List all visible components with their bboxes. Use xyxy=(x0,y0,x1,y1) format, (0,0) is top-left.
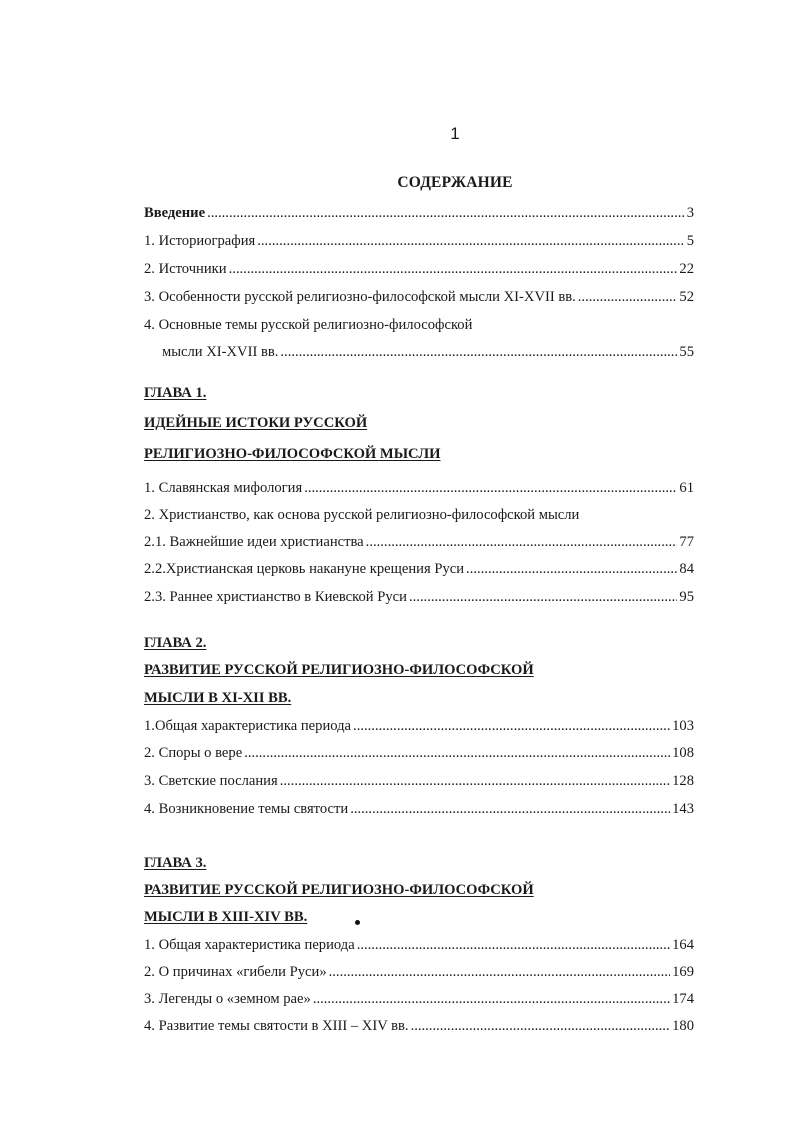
leader-dots xyxy=(207,203,685,223)
leader-dots xyxy=(329,962,670,982)
leader-dots xyxy=(411,1016,671,1036)
toc-entry-page: 128 xyxy=(672,773,694,789)
toc-entry-page: 164 xyxy=(672,937,694,953)
toc-entry-intro[interactable] xyxy=(144,203,694,223)
toc-entry-ch2-2[interactable] xyxy=(144,743,694,763)
toc-entry-page: 77 xyxy=(679,534,694,550)
toc-entry-ch3-3[interactable] xyxy=(144,989,694,1009)
toc-entry-ch2-4[interactable] xyxy=(144,799,694,819)
leader-dots xyxy=(353,716,670,736)
toc-entry-page: 61 xyxy=(679,480,694,496)
toc-entry-label: 4. Развитие темы святости в XIII – XIV вв. xyxy=(144,1018,409,1034)
chapter2-title-line2[interactable]: МЫСЛИ В XI-XII ВВ. xyxy=(144,690,292,706)
toc-entry-ch3-4[interactable] xyxy=(144,1016,694,1036)
toc-entry-page: 5 xyxy=(686,233,694,249)
toc-entry-label: 4. Возникновение темы святости xyxy=(144,801,349,817)
toc-entry-page: 22 xyxy=(679,261,694,277)
toc-entry-label: 3. Светские послания xyxy=(144,773,278,789)
chapter3-title-line1[interactable]: РАЗВИТИЕ РУССКОЙ РЕЛИГИОЗНО-ФИЛОСОФСКОЙ xyxy=(144,882,534,898)
toc-entry-main-themes-line1[interactable]: 4. Основные темы русской религиозно-философской xyxy=(144,317,473,333)
toc-entry-label: 3. Особенности русской религиозно-философской мысли XI-XVII вв. xyxy=(144,289,576,305)
leader-dots xyxy=(366,532,678,552)
toc-entry-label: мысли XI-XVII вв. xyxy=(162,344,279,360)
toc-entry-label: 1. Славянская мифология xyxy=(144,480,303,496)
toc-entry-label: 2.1. Важнейшие идеи христианства xyxy=(144,534,364,550)
toc-entry-page: 174 xyxy=(672,991,694,1007)
leader-dots xyxy=(244,743,670,763)
toc-entry-ch3-1[interactable] xyxy=(144,935,694,955)
chapter2-title-line1[interactable]: РАЗВИТИЕ РУССКОЙ РЕЛИГИОЗНО-ФИЛОСОФСКОЙ xyxy=(144,662,534,678)
leader-dots xyxy=(304,478,677,498)
leader-dots xyxy=(466,559,677,579)
toc-entry-label: 1.Общая характеристика периода xyxy=(144,718,352,734)
leader-dots xyxy=(578,287,678,307)
leader-dots xyxy=(313,989,670,1009)
toc-entry-ch1-2-1[interactable] xyxy=(144,532,694,552)
toc-entry-ch1-2-3[interactable] xyxy=(144,587,694,607)
leader-dots xyxy=(280,342,677,362)
toc-title: СОДЕРЖАНИЕ xyxy=(397,174,513,191)
toc-entry-ch2-1[interactable] xyxy=(144,716,694,736)
toc-entry-page: 52 xyxy=(679,289,694,305)
toc-entry-sources[interactable] xyxy=(144,259,694,279)
toc-entry-ch3-2[interactable] xyxy=(144,962,694,982)
toc-entry-label: 2. О причинах «гибели Руси» xyxy=(144,964,327,980)
toc-entry-ch1-2-2[interactable] xyxy=(144,559,694,579)
toc-entry-historiography[interactable] xyxy=(144,231,694,251)
chapter1-heading[interactable]: ГЛАВА 1. xyxy=(144,385,207,401)
leader-dots xyxy=(409,587,677,607)
toc-entry-label: Введение xyxy=(144,205,206,221)
leader-dots xyxy=(357,935,670,955)
leader-dots xyxy=(350,799,670,819)
toc-entry-page: 55 xyxy=(679,344,694,360)
ink-dot xyxy=(355,920,360,925)
toc-entry-label: 2.2.Христианская церковь накануне крещения Руси xyxy=(144,561,465,577)
toc-entry-page: 103 xyxy=(672,718,694,734)
toc-entry-ch2-3[interactable] xyxy=(144,771,694,791)
toc-entry-page: 3 xyxy=(686,205,694,221)
toc-entry-label: 1. Общая характеристика периода xyxy=(144,937,355,953)
toc-entry-label: 1. Историография xyxy=(144,233,256,249)
toc-entry-page: 169 xyxy=(672,964,694,980)
toc-entry-label: 3. Легенды о «земном рае» xyxy=(144,991,311,1007)
toc-entry-page: 95 xyxy=(679,589,694,605)
leader-dots xyxy=(229,259,678,279)
leader-dots xyxy=(280,771,670,791)
toc-entry-page: 84 xyxy=(679,561,694,577)
leader-dots xyxy=(257,231,684,251)
toc-entry-page: 180 xyxy=(672,1018,694,1034)
page-number: 1 xyxy=(450,124,460,143)
toc-entry-page: 143 xyxy=(672,801,694,817)
toc-entry-label: 2. Споры о вере xyxy=(144,745,243,761)
toc-entry-ch1-2[interactable]: 2. Христианство, как основа русской религиозно-философской мысли xyxy=(144,507,580,523)
toc-entry-features[interactable] xyxy=(144,287,694,307)
toc-entry-label: 2. Источники xyxy=(144,261,227,277)
toc-entry-main-themes[interactable] xyxy=(144,342,694,362)
toc-entry-ch1-1[interactable] xyxy=(144,478,694,498)
chapter1-title-line1[interactable]: ИДЕЙНЫЕ ИСТОКИ РУССКОЙ xyxy=(144,415,368,431)
chapter1-title-line2[interactable]: РЕЛИГИОЗНО-ФИЛОСОФСКОЙ МЫСЛИ xyxy=(144,446,441,462)
chapter3-heading[interactable]: ГЛАВА 3. xyxy=(144,855,207,871)
chapter2-heading[interactable]: ГЛАВА 2. xyxy=(144,635,207,651)
chapter3-title-line2[interactable]: МЫСЛИ В XIII-XIV ВВ. xyxy=(144,909,308,925)
toc-entry-page: 108 xyxy=(672,745,694,761)
toc-entry-label: 2.3. Раннее христианство в Киевской Руси xyxy=(144,589,407,605)
